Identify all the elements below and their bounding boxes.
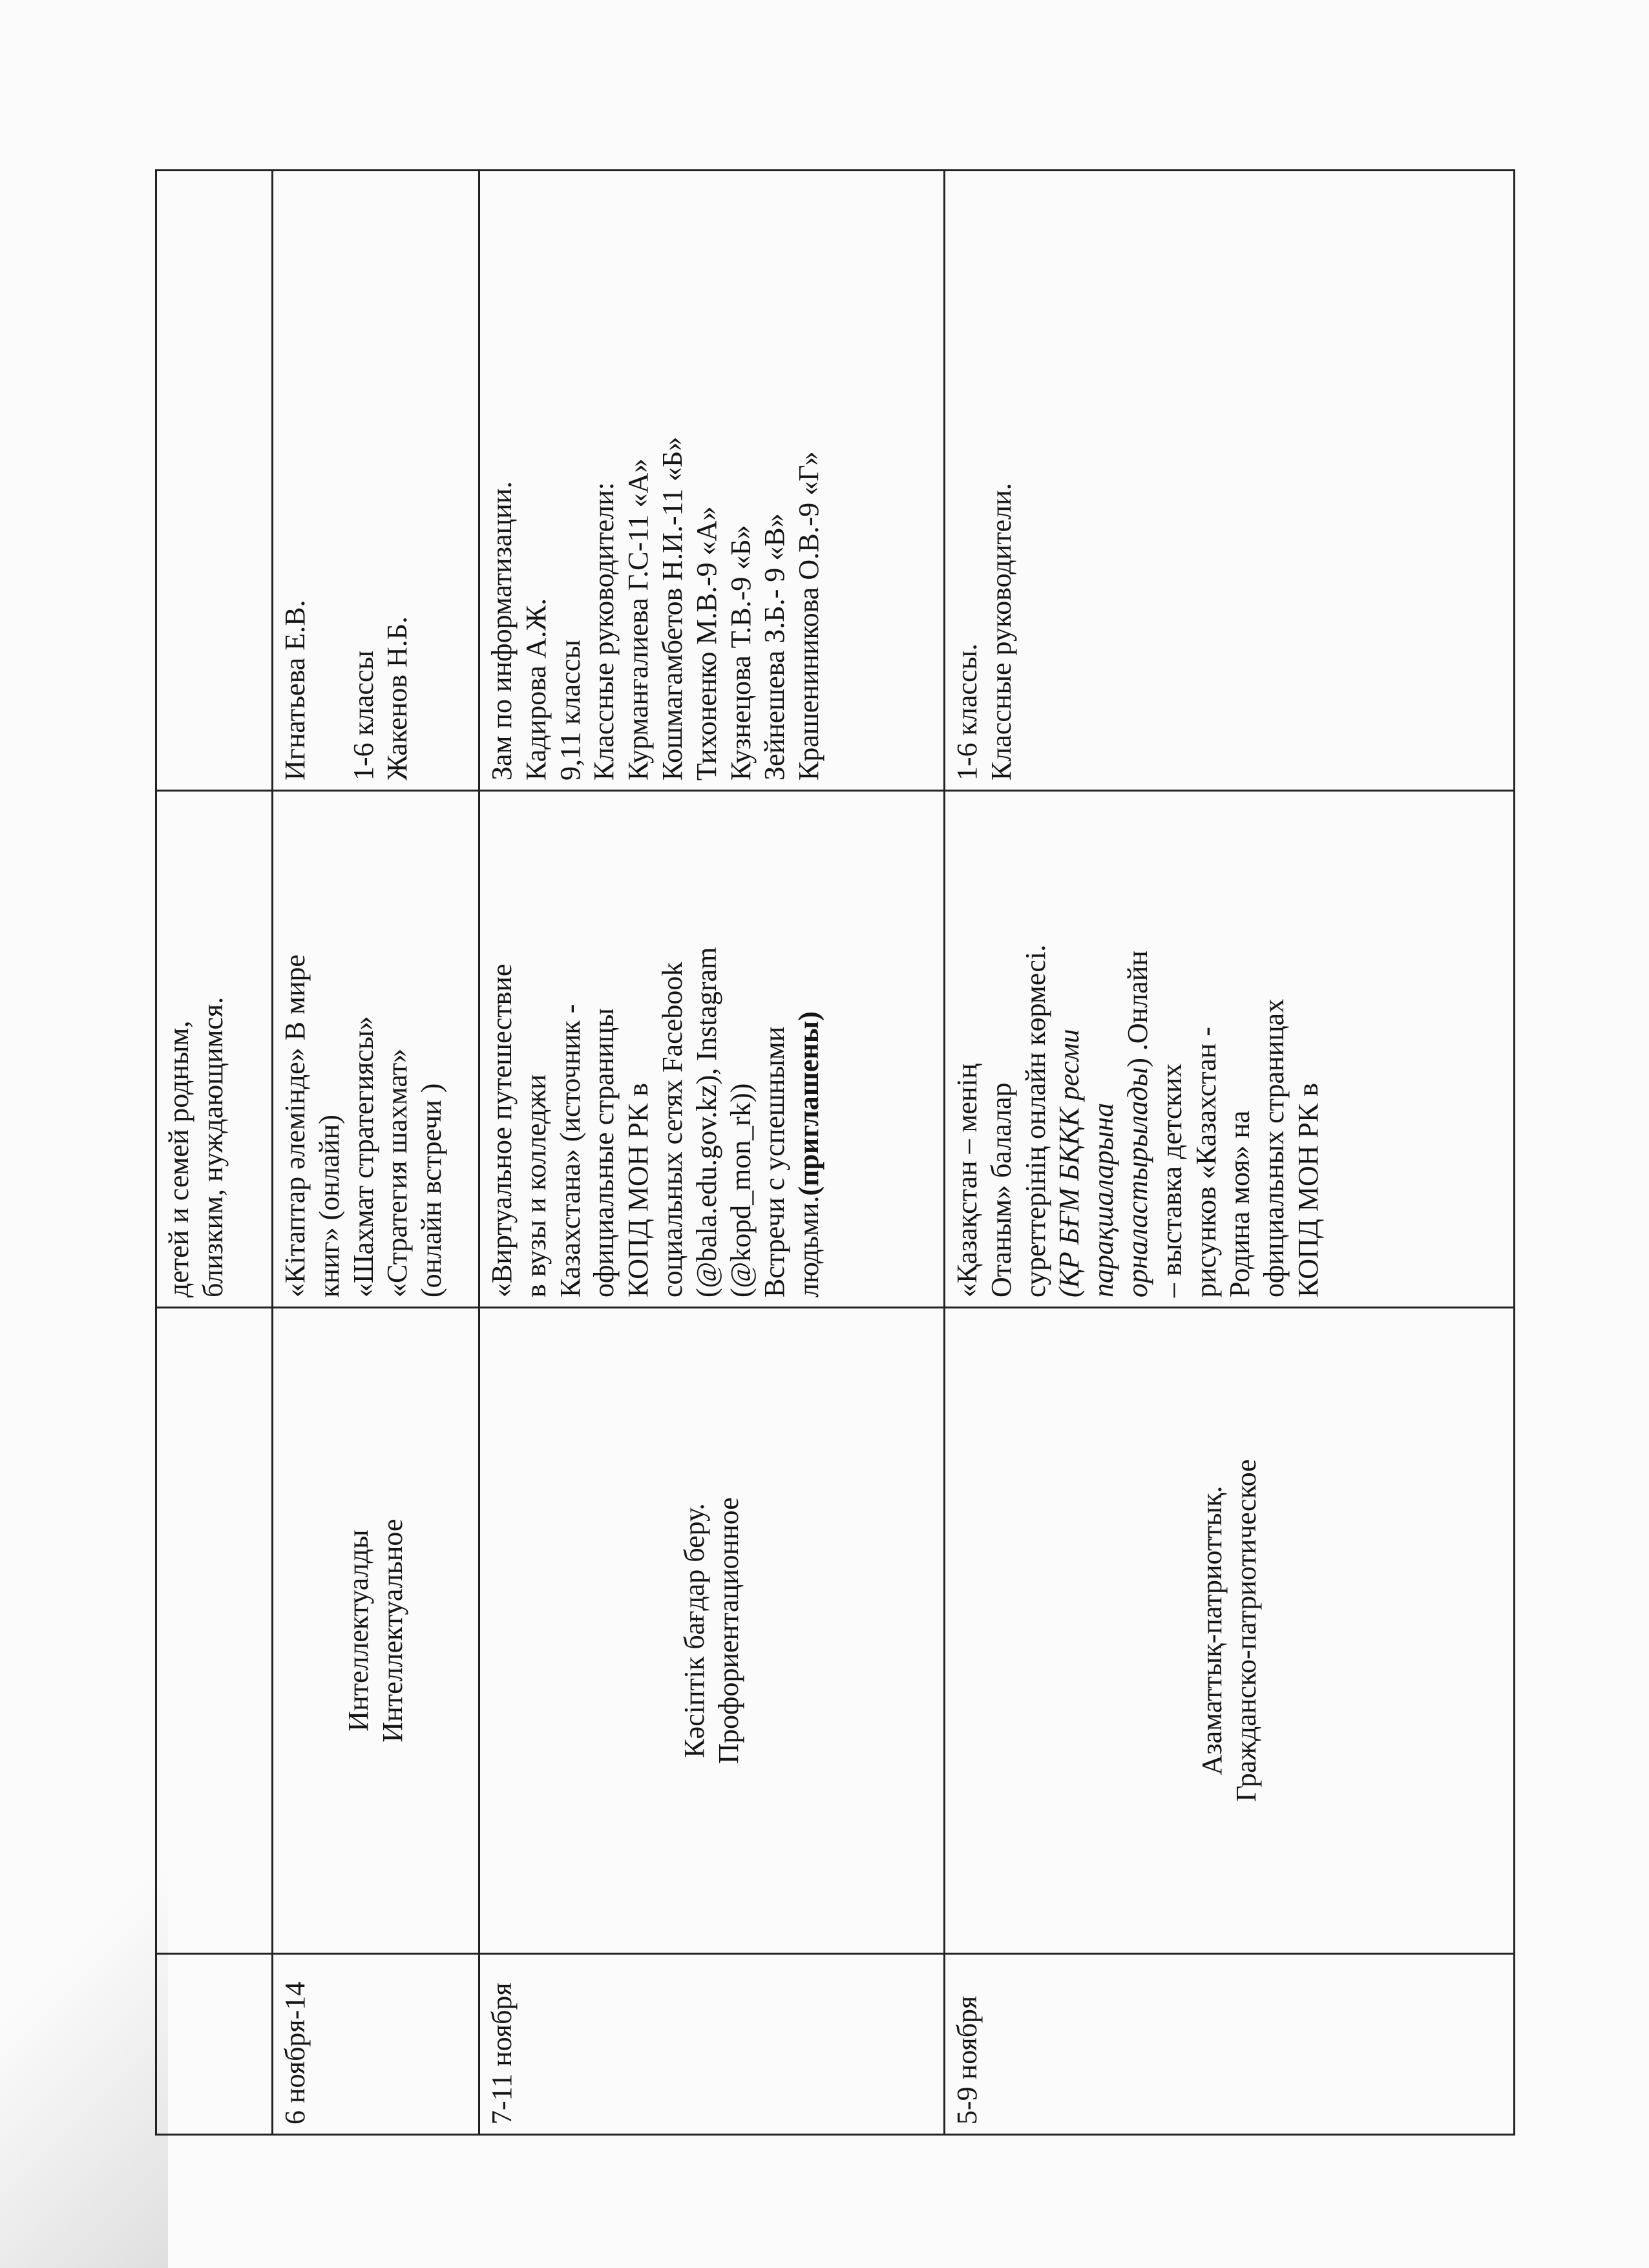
responsible-line: Кузнецова Т.В.-9 «Б» <box>724 525 757 781</box>
event-line: социальных сетях Facebook <box>656 961 688 1297</box>
date-cell: 7-11 ноября <box>479 1954 945 2135</box>
event-line: «Виртуальное путешествие <box>486 963 518 1297</box>
event-line-italic: (ҚР БҒМ БҚҚК ресми <box>1053 1029 1086 1297</box>
event-line: «Кітаптар әлемінде» В мире <box>279 954 311 1297</box>
direction-cell <box>479 1308 945 1954</box>
event-line: КОПД МОН РК в <box>622 1082 655 1297</box>
event-line: официальные страницы <box>588 1008 620 1297</box>
event-line: (@bala.edu.gov.kz), Instagram <box>690 947 722 1297</box>
responsible-line: Зам по информатизации. <box>486 481 518 781</box>
date-cell: 6 ноября-14 <box>273 1954 479 2135</box>
date-cell: 5-9 ноября <box>945 1954 1515 2135</box>
responsible-line: Кадирова А.Ж. <box>520 598 552 781</box>
date-cell <box>156 1954 273 2135</box>
table-row <box>479 171 945 2135</box>
responsible-cell <box>273 171 479 791</box>
direction-kz: Интеллектуалды <box>342 1529 374 1732</box>
event-line: «Стратегия шахмат» <box>381 1048 414 1297</box>
responsible-cell <box>479 171 945 791</box>
event-line-italic: парақшаларына <box>1087 1102 1120 1297</box>
direction-cell <box>156 1308 273 1954</box>
event-line: Казахстана» (источник - <box>554 1003 586 1297</box>
responsible-line: Крашениникова О.В.-9 «Г» <box>793 451 825 781</box>
event-line: рисунков «Казахстан - <box>1190 1027 1222 1297</box>
responsible-line: Игнатьева Е.В. <box>279 600 311 781</box>
responsible-line: 1-6 классы. <box>951 643 983 781</box>
event-line-mixed <box>1121 801 1155 1297</box>
responsible-line <box>313 180 347 781</box>
event-line: (онлайн встречи ) <box>415 1083 448 1297</box>
event-line: в вузы и колледжи <box>520 1074 552 1297</box>
event-line: близким, нуждающимся. <box>196 996 229 1297</box>
event-text: людьми. <box>793 1195 825 1297</box>
responsible-line: Жакенов Н.Б. <box>381 616 414 781</box>
table-row <box>156 171 273 2135</box>
schedule-table <box>155 169 1515 2136</box>
direction-ru: Профориентационное <box>712 1497 744 1764</box>
responsible-cell <box>156 171 273 791</box>
responsible-line: Классные руководители. <box>985 483 1017 781</box>
responsible-line: Зейнешева З.Б.- 9 «В» <box>759 513 791 781</box>
event-cell <box>156 791 273 1308</box>
event-line: (@kopd_mon_rk)) <box>724 1083 757 1297</box>
invited-note: (приглашены) <box>793 1011 825 1196</box>
responsible-line: 9,11 классы <box>554 640 586 781</box>
event-line: книг» (онлайн) <box>313 1115 345 1297</box>
table-row <box>945 171 1515 2135</box>
direction-kz: Кәсіптік бағдар беру. <box>678 1503 710 1758</box>
event-line-last <box>792 801 826 1297</box>
event-text: ) .Онлайн <box>1121 950 1153 1067</box>
event-line: «Шахмат стратегиясы» <box>347 1016 379 1297</box>
event-cell <box>273 791 479 1308</box>
responsible-line: 1-6 классы <box>347 650 379 781</box>
event-line: Отаным» балалар <box>985 1082 1017 1297</box>
rotated-schedule-table <box>155 171 1513 2136</box>
event-cell <box>945 791 1515 1308</box>
event-line: суреттерінің онлайн көрмесі. <box>1019 944 1051 1297</box>
event-line: официальных страницах <box>1258 998 1290 1297</box>
event-line: Родина моя» на <box>1224 1110 1256 1297</box>
direction-kz: Азаматтық-патриоттық. <box>1195 1486 1228 1776</box>
event-line: Встречи с успешными <box>759 1026 791 1297</box>
page-edge-shadow <box>0 1745 168 2268</box>
direction-cell <box>945 1308 1515 1954</box>
event-cell <box>479 791 945 1308</box>
event-line: – выставка детских <box>1155 1063 1188 1297</box>
event-line: «Қазақстан – менің <box>951 1063 983 1297</box>
direction-cell <box>273 1308 479 1954</box>
event-italic-end: орналастырылады <box>1121 1067 1153 1297</box>
event-line: детей и семей родным, <box>163 1020 194 1297</box>
responsible-line: Классные руководители: <box>588 482 620 781</box>
direction-ru: Интеллектуальное <box>376 1518 408 1743</box>
table-row <box>273 171 479 2135</box>
responsible-cell <box>945 171 1515 791</box>
responsible-line: Тихоненко М.В.-9 «А» <box>690 506 722 781</box>
responsible-line: Курманғалиева Г.С-11 «А» <box>622 458 655 781</box>
event-line: КОПД МОН РК в <box>1292 1082 1324 1297</box>
direction-ru: Гражданско-патриотическое <box>1230 1459 1262 1802</box>
responsible-line: Кошмагамбетов Н.И.-11 «Б» <box>656 436 688 781</box>
